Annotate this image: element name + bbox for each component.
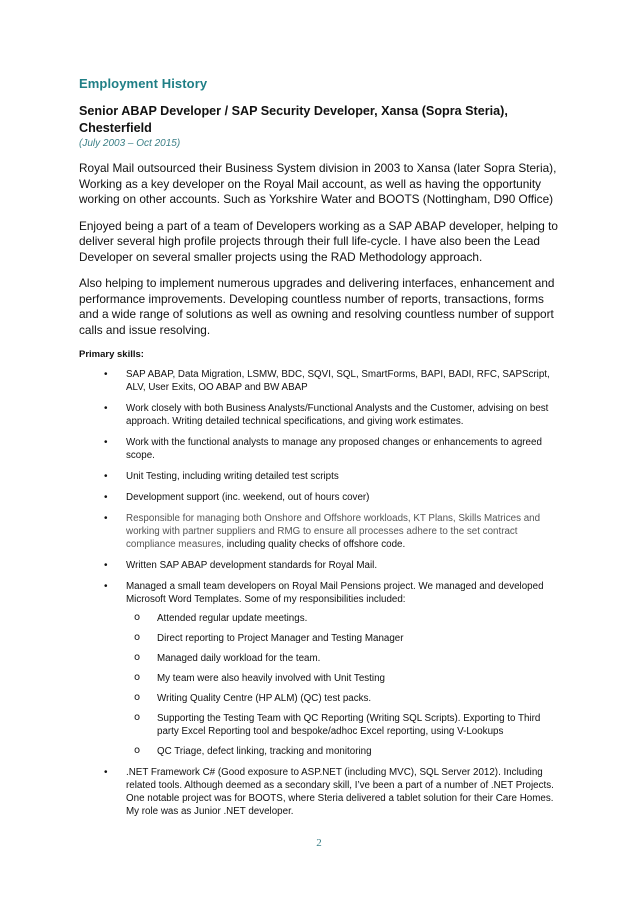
skill-text: Managed a small team developers on Royal Mail Pensions project. We managed and developed Microsoft Word Templates. Some of my responsibilities included: — [126, 581, 544, 605]
list-item — [126, 745, 564, 758]
circle-bullet-icon: o — [134, 745, 141, 756]
paragraph-upgrades: Also helping to implement numerous upgrades and delivering interfaces, enhancement and performance improvements. Developing countless number of reports, transactions, forms and a wide range of solutions as well as owning and resolving countless number of support calls and issue resolving. — [79, 276, 555, 337]
sub-skill-text: QC Triage, defect linking, tracking and monitoring — [157, 746, 372, 757]
skill-text: Written SAP ABAP development standards for Royal Mail. — [126, 560, 378, 571]
list-item — [126, 612, 564, 625]
list-item — [126, 652, 564, 665]
list-item — [79, 512, 564, 551]
list-item — [79, 580, 564, 758]
sub-skill-text: Managed daily workload for the team. — [157, 653, 321, 664]
skill-text: SAP ABAP, Data Migration, LSMW, BDC, SQVI, SQL, SmartForms, BAPI, BADI, RFC, SAPScript, ALV, User Exits, OO ABAP and BW ABAP — [126, 369, 550, 393]
circle-bullet-icon: o — [134, 632, 141, 643]
paragraph-outsourcing: Royal Mail outsourced their Business System division in 2003 to Xansa (later Sopra Steria), Working as a key developer on the Royal Mail account, as well as having the opportunity working on other accounts. Such as Yorkshire Water and BOOTS (Nottingham, D90 Office) — [79, 161, 557, 206]
bullet-icon: • — [104, 471, 108, 482]
list-item — [126, 712, 564, 738]
sub-skill-text: Direct reporting to Project Manager and Testing Manager — [157, 633, 404, 644]
circle-bullet-icon: o — [134, 652, 141, 663]
bullet-icon: • — [104, 492, 108, 503]
paragraph-team: Enjoyed being a part of a team of Developers working as a SAP ABAP developer, helping to deliver several high profile projects through their full life-cycle. I have also been the Lead Developer on several smaller projects using the RAD Methodology approach. — [79, 218, 558, 264]
sub-skill-text: My team were also heavily involved with Unit Testing — [157, 673, 385, 684]
list-item — [79, 368, 564, 394]
skill-text: Work with the functional analysts to manage any proposed changes or enhancements to agreed scope. — [126, 437, 542, 461]
skill-text: .NET Framework C# (Good exposure to ASP.NET (including MVC), SQL Server 2012). Including related tools. Although deemed as a secondary skill, I’ve been a part of a number of .NET Projects. One notable project was for BOOTS, where Steria delivered a tablet solution for their Care Homes. My role was as Junior .NET developer. — [126, 767, 554, 817]
skill-text: Work closely with both Business Analysts/Functional Analysts and the Customer, advising on best approach. Writing detailed technical specifications, and giving work estimates. — [126, 403, 549, 427]
list-item — [126, 672, 564, 685]
circle-bullet-icon: o — [134, 692, 141, 703]
list-item — [79, 766, 564, 818]
skill-text-gray: Responsible for managing both Onshore and Offshore workloads, KT Plans, Skills Matrices and working with partner suppliers and RMG to ensure all processes adhere to the set contract compliance measures, — [126, 513, 541, 550]
section-heading: Employment History — [79, 76, 208, 91]
list-item — [126, 692, 564, 705]
list-item — [79, 559, 564, 572]
list-item — [79, 402, 564, 428]
skill-text: including quality checks of offshore code. — [224, 539, 406, 550]
circle-bullet-icon: o — [134, 672, 141, 683]
skills-heading: Primary skills: — [79, 349, 144, 360]
bullet-icon: • — [104, 581, 108, 592]
skill-text: Development support (inc. weekend, out of hours cover) — [126, 492, 370, 503]
responsibilities-list — [126, 612, 564, 758]
circle-bullet-icon: o — [134, 712, 141, 723]
sub-skill-text: Attended regular update meetings. — [157, 613, 308, 624]
bullet-icon: • — [104, 369, 108, 380]
skills-list — [79, 368, 564, 818]
list-item — [79, 470, 564, 483]
list-item — [126, 632, 564, 645]
sub-skill-text: Writing Quality Centre (HP ALM) (QC) test packs. — [157, 693, 372, 704]
circle-bullet-icon: o — [134, 612, 141, 623]
page-number: 2 — [316, 837, 322, 849]
bullet-icon: • — [104, 513, 108, 524]
job-title: Senior ABAP Developer / SAP Security Developer, Xansa (Sopra Steria), Chesterfield — [79, 104, 508, 135]
job-dates: (July 2003 – Oct 2015) — [79, 138, 181, 149]
bullet-icon: • — [104, 767, 108, 778]
skill-text: Unit Testing, including writing detailed test scripts — [126, 471, 339, 482]
sub-skill-text: Supporting the Testing Team with QC Reporting (Writing SQL Scripts). Exporting to Third party Excel Reporting tool and bespoke/adhoc Excel reporting, using V-Lookups — [157, 713, 541, 737]
employment-section — [79, 76, 564, 826]
list-item — [79, 436, 564, 462]
list-item — [79, 491, 564, 504]
bullet-icon: • — [104, 403, 108, 414]
bullet-icon: • — [104, 437, 108, 448]
bullet-icon: • — [104, 560, 108, 571]
